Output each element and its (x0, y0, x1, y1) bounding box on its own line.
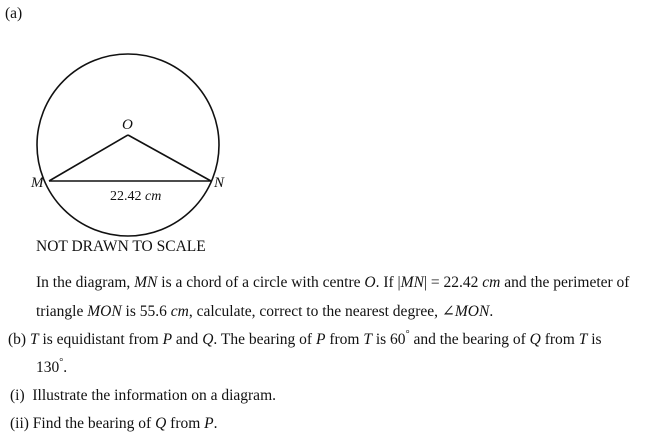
qb-p: P (315, 331, 326, 348)
qa-cm: cm (170, 303, 189, 320)
part-a-label: (a) (5, 5, 23, 22)
not-to-scale-note: NOT DRAWN TO SCALE (36, 238, 206, 255)
chord-length-value: 22.42 (110, 189, 142, 204)
qa-mon: MON (87, 303, 122, 320)
qb-text: is 60 (371, 331, 406, 348)
qa-o: O (364, 274, 376, 291)
qb-t: T (363, 331, 372, 348)
chord-length-label (110, 189, 161, 204)
sub-ii-text: from (166, 415, 205, 432)
sub-ii-p: P (204, 415, 214, 432)
qa-text: is a chord of a circle with centre (157, 274, 365, 291)
sub-question-i: (i) Illustrate the information on a diagram. (10, 387, 276, 404)
sub-ii-text: . (213, 415, 218, 432)
label-n: N (214, 175, 225, 191)
qb-p: P (162, 331, 173, 348)
qb-q: Q (529, 331, 541, 348)
qb-degree: ° (405, 329, 410, 340)
sub-question-ii (10, 414, 218, 434)
question-b-line2 (36, 358, 67, 378)
qa-text: | = 22.42 (423, 274, 483, 291)
sub-ii-text: (ii) Find the bearing of (10, 415, 156, 432)
qa-text: and the perimeter of (500, 274, 630, 291)
qa-angle: ∠MON (441, 303, 490, 320)
question-a-line2 (36, 302, 493, 322)
qa-text: triangle (36, 303, 88, 320)
question-a-line1 (36, 273, 629, 293)
radius-om (49, 135, 128, 181)
qb-text: is (587, 331, 602, 348)
qb-q: Q (202, 331, 214, 348)
qb-text: from (325, 331, 364, 348)
qb-label: (b) (8, 331, 30, 348)
question-b-line1 (8, 330, 602, 350)
qa-text: . If | (375, 274, 401, 291)
qb-degree: ° (59, 357, 64, 368)
radius-on (128, 135, 211, 181)
label-o: O (122, 117, 133, 133)
qb-text: . The bearing of (213, 331, 316, 348)
qa-text: , calculate, correct to the nearest degree, (188, 303, 442, 320)
qb-t: T (29, 331, 39, 348)
qb-text: . (63, 359, 68, 376)
qb-text: and (172, 331, 203, 348)
qb-text: is equidistant from (38, 331, 163, 348)
qa-text: . (489, 303, 494, 320)
qb-text: from (540, 331, 579, 348)
qa-mn-abs: MN (400, 274, 424, 291)
qb-text: 130 (36, 359, 60, 376)
chord-length-unit: cm (145, 189, 162, 204)
qa-mn: MN (134, 274, 158, 291)
qa-text: In the diagram, (36, 274, 135, 291)
label-m: M (31, 175, 44, 191)
qa-cm: cm (482, 274, 501, 291)
circle (37, 54, 219, 236)
sub-ii-q: Q (155, 415, 167, 432)
qb-t: T (578, 331, 588, 348)
qb-text: and the bearing of (409, 331, 530, 348)
qa-text: is 55.6 (121, 303, 171, 320)
